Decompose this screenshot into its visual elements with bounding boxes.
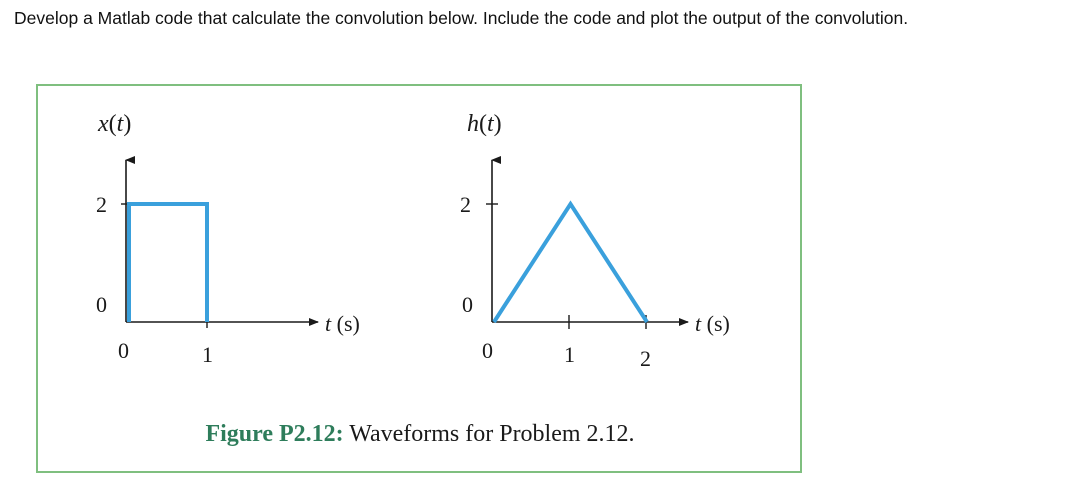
x-plot-xlabel-var: t xyxy=(325,311,332,336)
x-plot-signal xyxy=(129,204,207,322)
h-plot-ylabel-var: t xyxy=(487,111,494,137)
h-plot-ylabel xyxy=(467,111,502,137)
x-plot-xlabel-unit: (s) xyxy=(331,311,360,336)
x-plot-xlabel xyxy=(325,311,360,336)
x-plot-y-tick-2: 2 xyxy=(96,192,107,217)
h-plot-xlabel-var: t xyxy=(695,311,702,336)
x-plot-ylabel-main: x xyxy=(98,111,109,137)
h-plot-y-tick-2: 2 xyxy=(460,192,471,217)
x-plot-x-tick-1: 1 xyxy=(202,342,213,367)
h-plot-x-tick-1: 1 xyxy=(564,342,575,367)
x-plot-ylabel-var: t xyxy=(116,111,124,137)
h-plot-xlabel xyxy=(695,311,730,336)
h-plot-x-tick-0: 0 xyxy=(482,338,493,363)
x-plot-ylabel-open: ( xyxy=(108,111,117,137)
h-plot xyxy=(460,111,730,371)
h-plot-ylabel-main: h xyxy=(467,111,479,137)
h-plot-x-tick-2: 2 xyxy=(640,346,651,371)
h-plot-ylabel-open: ( xyxy=(479,111,487,137)
figure-caption xyxy=(205,421,634,447)
x-plot-y-tick-0: 0 xyxy=(96,292,107,317)
x-plot-ylabel-close: ) xyxy=(123,111,132,137)
figure-caption-label: Figure P2.12: xyxy=(205,421,344,447)
h-plot-signal xyxy=(494,204,647,322)
x-plot-ylabel xyxy=(97,111,131,137)
figure-caption-text: Waveforms for Problem 2.12. xyxy=(343,421,635,447)
question-text: Develop a Matlab code that calculate the convolution below. Include the code and plot the output of the convolution. xyxy=(14,8,909,28)
h-plot-xlabel-unit: (s) xyxy=(701,311,730,336)
x-plot xyxy=(96,111,360,367)
x-plot-x-tick-0: 0 xyxy=(118,338,129,363)
h-plot-y-tick-0: 0 xyxy=(462,292,473,317)
h-plot-ylabel-close: ) xyxy=(493,111,502,137)
